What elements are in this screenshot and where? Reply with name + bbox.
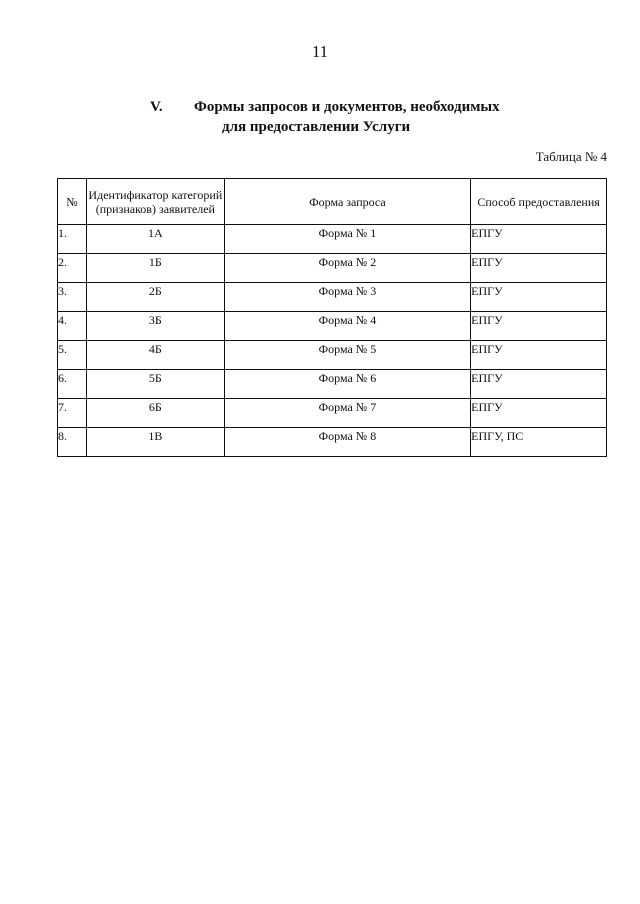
row-identifier: 1Б <box>86 254 224 283</box>
row-identifier: 2Б <box>86 283 224 312</box>
header-num: № <box>58 179 87 225</box>
row-method: ЕПГУ <box>471 341 607 370</box>
row-num: 3. <box>58 283 87 312</box>
row-form: Форма № 3 <box>224 283 470 312</box>
row-identifier: 5Б <box>86 370 224 399</box>
row-form: Форма № 8 <box>224 428 470 457</box>
row-method: ЕПГУ <box>471 399 607 428</box>
row-num: 1. <box>58 225 87 254</box>
row-identifier: 1В <box>86 428 224 457</box>
table-row <box>58 341 607 370</box>
header-method: Способ предоставления <box>471 179 607 225</box>
heading-text-1: Формы запросов и документов, необходимых <box>194 99 500 115</box>
row-method: ЕПГУ <box>471 312 607 341</box>
table-row <box>58 312 607 341</box>
row-num: 6. <box>58 370 87 399</box>
row-identifier: 6Б <box>86 399 224 428</box>
table-row <box>58 254 607 283</box>
header-identifier: Идентификатор категорий (признаков) заявителей <box>86 179 224 225</box>
row-method: ЕПГУ <box>471 254 607 283</box>
table-row <box>58 283 607 312</box>
forms-table <box>57 178 607 457</box>
row-method: ЕПГУ <box>471 370 607 399</box>
row-method: ЕПГУ <box>471 225 607 254</box>
row-num: 4. <box>58 312 87 341</box>
row-num: 8. <box>58 428 87 457</box>
row-identifier: 1А <box>86 225 224 254</box>
table-row <box>58 399 607 428</box>
heading-line-2: для предоставлении Услуги <box>222 119 411 135</box>
row-num: 2. <box>58 254 87 283</box>
table-row <box>58 225 607 254</box>
page-number: 11 <box>311 42 329 61</box>
section-heading <box>150 97 590 137</box>
row-form: Форма № 2 <box>224 254 470 283</box>
row-identifier: 4Б <box>86 341 224 370</box>
row-method: ЕПГУ, ПС <box>471 428 607 457</box>
section-numeral: V. <box>150 99 163 115</box>
row-form: Форма № 1 <box>224 225 470 254</box>
table-header-row <box>58 179 607 225</box>
row-form: Форма № 4 <box>224 312 470 341</box>
row-form: Форма № 6 <box>224 370 470 399</box>
row-form: Форма № 7 <box>224 399 470 428</box>
table-row <box>58 428 607 457</box>
table-row <box>58 370 607 399</box>
row-identifier: 3Б <box>86 312 224 341</box>
header-form: Форма запроса <box>224 179 470 225</box>
row-num: 5. <box>58 341 87 370</box>
heading-line-1 <box>150 97 590 117</box>
table-label: Таблица № 4 <box>535 149 607 164</box>
row-method: ЕПГУ <box>471 283 607 312</box>
row-form: Форма № 5 <box>224 341 470 370</box>
row-num: 7. <box>58 399 87 428</box>
